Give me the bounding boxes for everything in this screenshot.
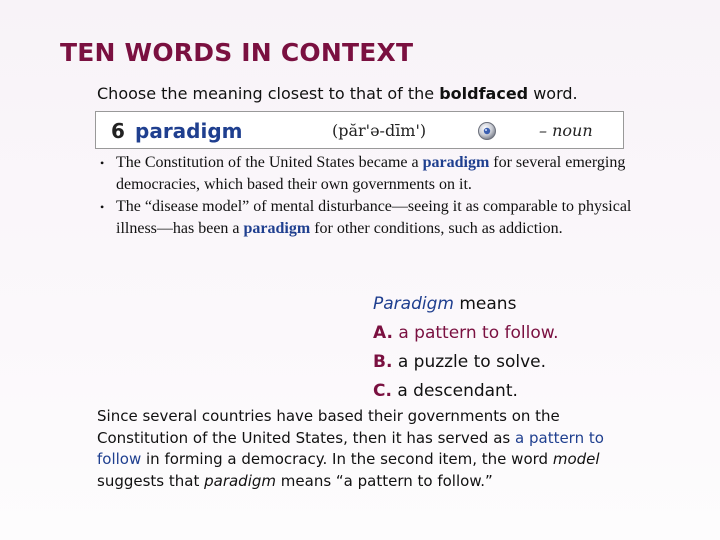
choice-c[interactable] xyxy=(373,377,558,406)
choice-text: a descendant. xyxy=(391,381,518,401)
vocabulary-entry-box xyxy=(95,111,624,149)
entry-number: 6 xyxy=(111,119,125,143)
example-sentence xyxy=(98,152,638,196)
entry-word: paradigm xyxy=(135,119,243,143)
choice-text: a puzzle to solve. xyxy=(392,352,547,372)
explanation-text: Since several countries have based their governments on the Constitution of the United States, then it has served as xyxy=(97,407,560,447)
bullet-icon: • xyxy=(100,200,105,214)
question-stem-text: means xyxy=(453,294,517,314)
choice-letter: C. xyxy=(373,381,392,401)
choice-b[interactable] xyxy=(373,348,558,377)
example-text: The Constitution of the United States became a xyxy=(116,154,423,171)
example-text: for several emerging democracies, which based their own governments on it. xyxy=(116,154,626,193)
example-keyword: paradigm xyxy=(422,154,490,171)
choice-letter: B. xyxy=(373,352,393,372)
entry-pronunciation: (păr'ə-dīm') xyxy=(332,121,427,140)
explanation-italic: paradigm xyxy=(204,471,277,490)
entry-part-of-speech: – noun xyxy=(539,121,593,140)
question-word: Paradigm xyxy=(373,294,454,314)
example-text: for other conditions, such as addiction. xyxy=(310,220,563,237)
bullet-icon: • xyxy=(100,156,105,170)
example-sentences xyxy=(98,152,638,240)
instruction-text-before: Choose the meaning closest to that of the xyxy=(97,84,440,103)
question-stem xyxy=(373,290,558,319)
choice-a[interactable] xyxy=(373,319,558,348)
instruction xyxy=(97,84,578,103)
answer-explanation xyxy=(97,406,652,492)
choice-text: a pattern to follow. xyxy=(392,323,559,343)
speaker-icon[interactable] xyxy=(477,121,497,141)
explanation-highlight: a pattern to follow xyxy=(97,428,604,468)
example-sentence xyxy=(98,196,638,240)
instruction-text-after: word. xyxy=(528,84,578,103)
explanation-text: suggests that xyxy=(97,471,205,490)
example-keyword: paradigm xyxy=(243,220,311,237)
explanation-text: in forming a democracy. In the second item, the word xyxy=(141,450,553,468)
example-text: The “disease model” of mental disturbance—seeing it as comparable to physical illness—has been a xyxy=(116,198,632,237)
choice-letter: A. xyxy=(373,323,393,343)
page-title: TEN WORDS IN CONTEXT xyxy=(60,38,414,67)
explanation-italic: model xyxy=(552,450,600,468)
instruction-bold-word: boldfaced xyxy=(439,84,529,103)
multiple-choice-question xyxy=(373,290,558,406)
explanation-text: means “a pattern to follow.” xyxy=(276,471,493,490)
